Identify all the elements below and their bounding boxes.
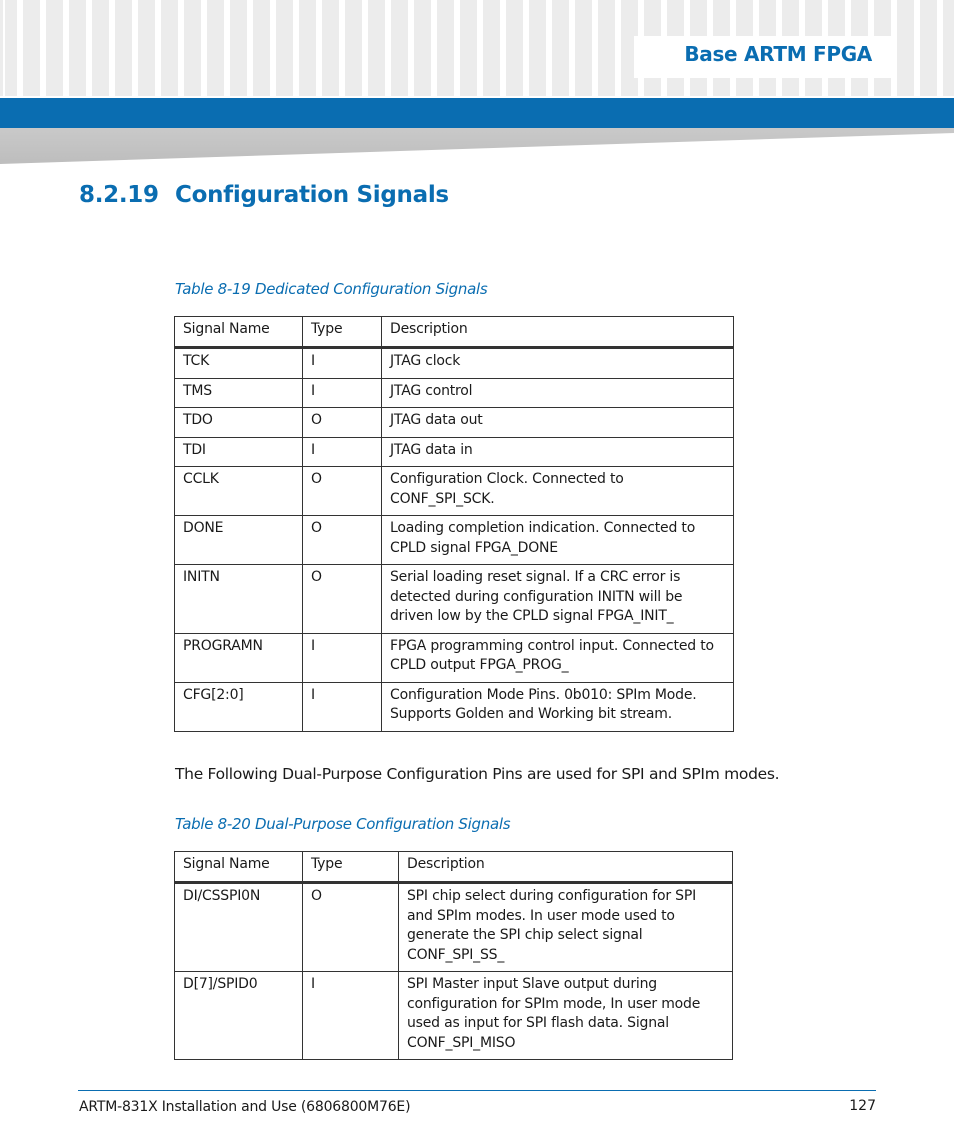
header-wedge bbox=[0, 128, 954, 164]
section-number: 8.2.19 bbox=[79, 182, 159, 208]
signal-cell: CCLK bbox=[175, 467, 303, 516]
footer-document-title: ARTM-831X Installation and Use (6806800M76E) bbox=[79, 1099, 411, 1115]
description-cell: JTAG clock bbox=[382, 348, 734, 379]
description-cell: JTAG data out bbox=[382, 408, 734, 438]
type-cell: O bbox=[303, 516, 382, 565]
table1-header-row bbox=[175, 317, 734, 348]
type-cell: I bbox=[303, 378, 382, 408]
table2-header-row bbox=[175, 852, 733, 883]
header-title: Base ARTM FPGA bbox=[684, 42, 872, 66]
type-cell: I bbox=[303, 633, 382, 682]
table-row bbox=[175, 516, 734, 565]
signal-cell: D[7]/SPID0 bbox=[175, 972, 303, 1060]
table1-caption: Table 8-19 Dedicated Configuration Signals bbox=[175, 280, 488, 298]
table-row bbox=[175, 972, 733, 1060]
table-row bbox=[175, 565, 734, 634]
type-cell: I bbox=[303, 437, 382, 467]
table-row bbox=[175, 378, 734, 408]
signal-cell: PROGRAMN bbox=[175, 633, 303, 682]
type-cell: O bbox=[303, 883, 399, 972]
signal-cell: TMS bbox=[175, 378, 303, 408]
signal-cell: DI/CSSPI0N bbox=[175, 883, 303, 972]
section-heading bbox=[79, 182, 449, 208]
table2-col-description: Description bbox=[399, 852, 733, 883]
signal-cell: TCK bbox=[175, 348, 303, 379]
body-paragraph: The Following Dual-Purpose Configuration Pins are used for SPI and SPIm modes. bbox=[175, 765, 780, 783]
header-band bbox=[0, 98, 954, 128]
description-cell: Loading completion indication. Connected to CPLD signal FPGA_DONE bbox=[382, 516, 734, 565]
table-row bbox=[175, 682, 734, 731]
type-cell: I bbox=[303, 972, 399, 1060]
table-row bbox=[175, 348, 734, 379]
table1-col-description: Description bbox=[382, 317, 734, 348]
description-cell: FPGA programming control input. Connected to CPLD output FPGA_PROG_ bbox=[382, 633, 734, 682]
table-row bbox=[175, 633, 734, 682]
type-cell: I bbox=[303, 348, 382, 379]
description-cell: JTAG control bbox=[382, 378, 734, 408]
table1-col-type: Type bbox=[303, 317, 382, 348]
table1-col-signal: Signal Name bbox=[175, 317, 303, 348]
description-cell: SPI chip select during configuration for SPI and SPIm modes. In user mode used to generate the SPI chip select signal CONF_SPI_SS_ bbox=[399, 883, 733, 972]
table2-caption: Table 8-20 Dual-Purpose Configuration Signals bbox=[175, 815, 511, 833]
description-cell: Configuration Mode Pins. 0b010: SPIm Mode. Supports Golden and Working bit stream. bbox=[382, 682, 734, 731]
table-row bbox=[175, 408, 734, 438]
description-cell: Configuration Clock. Connected to CONF_SPI_SCK. bbox=[382, 467, 734, 516]
description-cell: Serial loading reset signal. If a CRC error is detected during configuration INITN will be driven low by the CPLD signal FPGA_INIT_ bbox=[382, 565, 734, 634]
section-title: Configuration Signals bbox=[175, 182, 449, 208]
description-cell: JTAG data in bbox=[382, 437, 734, 467]
table2-col-type: Type bbox=[303, 852, 399, 883]
table-row bbox=[175, 883, 733, 972]
table2 bbox=[174, 851, 733, 1060]
signal-cell: TDO bbox=[175, 408, 303, 438]
table-row bbox=[175, 467, 734, 516]
table1 bbox=[174, 316, 734, 732]
page-number: 127 bbox=[849, 1098, 876, 1114]
table-row bbox=[175, 437, 734, 467]
signal-cell: CFG[2:0] bbox=[175, 682, 303, 731]
description-cell: SPI Master input Slave output during configuration for SPIm mode, In user mode used as input for SPI flash data. Signal CONF_SPI_MISO bbox=[399, 972, 733, 1060]
signal-cell: INITN bbox=[175, 565, 303, 634]
type-cell: O bbox=[303, 565, 382, 634]
signal-cell: TDI bbox=[175, 437, 303, 467]
type-cell: O bbox=[303, 408, 382, 438]
signal-cell: DONE bbox=[175, 516, 303, 565]
type-cell: I bbox=[303, 682, 382, 731]
type-cell: O bbox=[303, 467, 382, 516]
footer-rule bbox=[78, 1090, 876, 1091]
table2-col-signal: Signal Name bbox=[175, 852, 303, 883]
